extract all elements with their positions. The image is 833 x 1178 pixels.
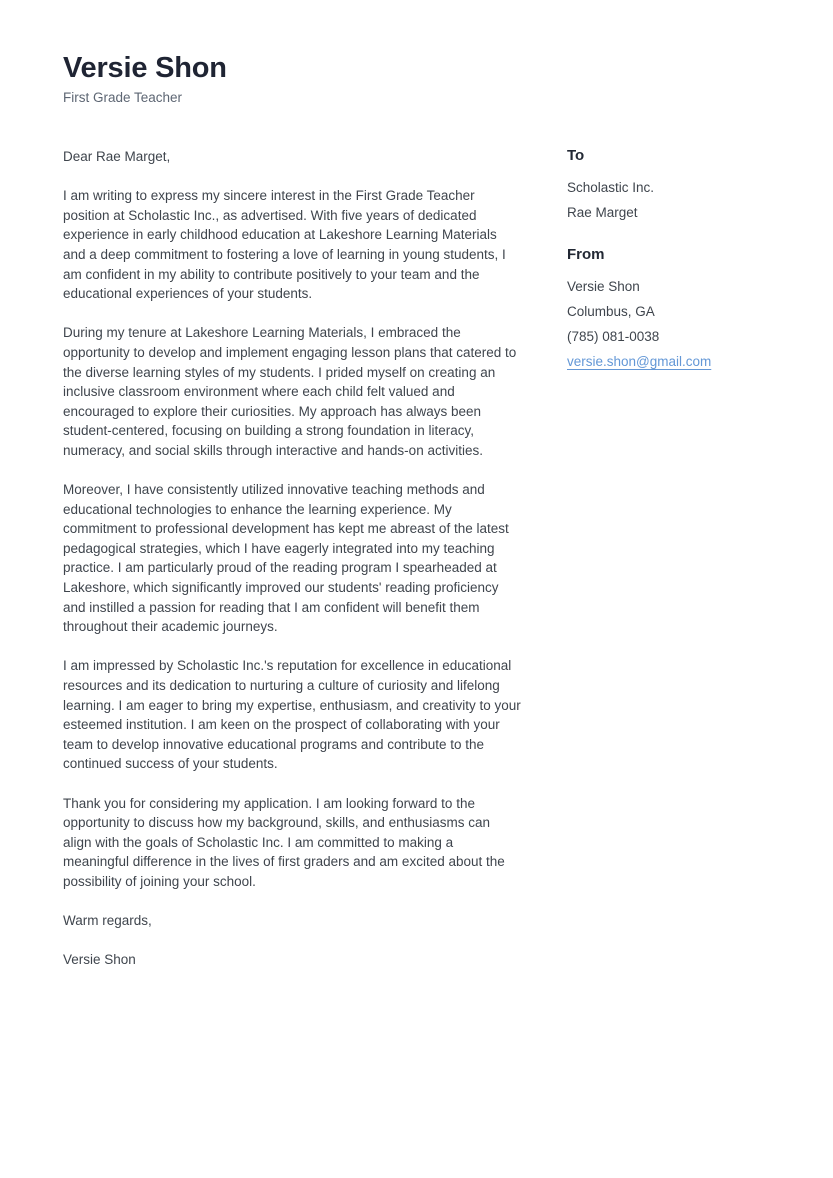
from-heading: From (567, 246, 605, 263)
recipient-name: Rae Marget (567, 205, 638, 220)
sender-phone: (785) 081-0038 (567, 329, 660, 344)
letter-paragraph: Moreover, I have consistently utilized innovative teaching methods and educational technologies to enhance the learning experience. My commitment to professional development has kept me abreast of the latest pedagogical strategies, which I have eagerly integrated into my teaching practice. I am particularly proud of the reading program I spearheaded at Lakeshore, which significantly improved our students' reading proficiency and instilled a passion for reading that I am confident will benefit them throughout their academic journeys. (63, 482, 509, 635)
sender-name: Versie Shon (567, 279, 640, 294)
letter-paragraph: During my tenure at Lakeshore Learning Materials, I embraced the opportunity to develop and implement engaging lesson plans that catered to the diverse learning styles of my students. I prided myself on creating an inclusive classroom environment where each child felt valued and encouraged to explore their curiosities. My approach has always been student-centered, focusing on building a strong foundation in literacy, numeracy, and social skills through interactive and hands-on activities. (63, 325, 517, 458)
letter-body (63, 147, 522, 970)
closing: Warm regards, (63, 913, 152, 929)
to-heading: To (567, 147, 585, 164)
header (63, 53, 227, 105)
sender-email-link[interactable]: versie.shon@gmail.com (567, 354, 712, 369)
to-section (567, 147, 777, 225)
sender-location: Columbus, GA (567, 304, 655, 319)
from-section (567, 246, 777, 374)
letter-paragraph: I am impressed by Scholastic Inc.'s reputation for excellence in educational resources and its dedication to nurturing a culture of curiosity and lifelong learning. I am eager to bring my expertise, enthusiasm, and creativity to your esteemed institution. I am keen on the prospect of collaborating with your team to develop innovative educational programs and contribute to the continued success of your students. (63, 658, 521, 772)
letter-paragraph: I am writing to express my sincere interest in the First Grade Teacher position at Scholastic Inc., as advertised. With five years of dedicated experience in early childhood education at Lakeshore Learning Materials and a deep commitment to fostering a love of learning in young students, I am confident in my ability to contribute positively to your team and the educational experiences of your students. (63, 188, 506, 302)
job-title: First Grade Teacher (63, 89, 183, 105)
person-name: Versie Shon (63, 52, 227, 84)
letter-paragraph: Thank you for considering my application. I am looking forward to the opportunity to discuss how my background, skills, and enthusiasms can align with the goals of Scholastic Inc. I am committed to making a meaningful difference in the lives of first graders and am excited about the possibility of joining your school. (63, 795, 505, 889)
recipient-company: Scholastic Inc. (567, 180, 655, 195)
contact-sidebar (567, 147, 777, 374)
salutation: Dear Rae Marget, (63, 149, 171, 164)
signature: Versie Shon (63, 952, 136, 968)
